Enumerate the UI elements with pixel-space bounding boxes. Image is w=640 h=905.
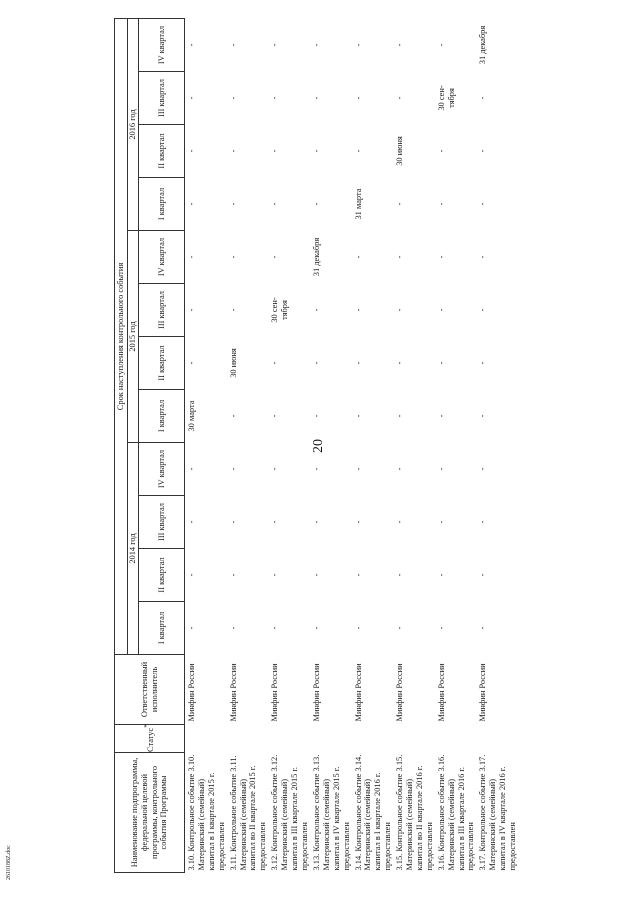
deadline-cell xyxy=(185,231,227,284)
deadline-cell xyxy=(393,337,435,390)
deadline-cell xyxy=(227,284,269,337)
deadline-value: - xyxy=(478,520,488,524)
deadline-value: - xyxy=(311,414,321,418)
deadline-cell xyxy=(310,231,352,284)
event-status xyxy=(435,725,477,753)
deadline-cell xyxy=(227,602,269,655)
event-responsible: Минфин России xyxy=(187,663,196,722)
deadline-value: - xyxy=(228,96,238,100)
deadline-cell xyxy=(185,549,227,602)
deadline-value: 31 марта xyxy=(353,188,363,220)
header-quarter: II квартал xyxy=(139,549,185,602)
header-quarter: I квартал xyxy=(139,602,185,655)
deadline-cell xyxy=(352,496,394,549)
deadline-cell xyxy=(393,72,435,125)
deadline-value: - xyxy=(311,361,321,365)
deadline-value: - xyxy=(395,96,405,100)
deadline-value: - xyxy=(395,414,405,418)
deadline-value: - xyxy=(270,96,280,100)
deadline-value: - xyxy=(353,467,363,471)
deadline-value: - xyxy=(228,308,238,312)
table-header xyxy=(115,19,185,873)
deadline-value: - xyxy=(270,149,280,153)
header-quarter: III квартал xyxy=(139,72,185,125)
deadline-value: - xyxy=(478,573,488,577)
deadline-cell xyxy=(227,549,269,602)
event-responsible: Минфин России xyxy=(395,663,405,722)
deadline-value: - xyxy=(311,149,321,153)
deadline-cell xyxy=(352,19,394,72)
deadline-cell xyxy=(352,284,394,337)
deadline-value: - xyxy=(311,520,321,524)
deadline-value: - xyxy=(353,361,363,365)
header-status xyxy=(115,725,185,753)
deadline-cell xyxy=(227,496,269,549)
deadline-cell xyxy=(352,602,394,655)
deadline-value: - xyxy=(270,626,280,630)
deadline-cell xyxy=(185,72,227,125)
deadline-value: - xyxy=(187,520,196,524)
deadline-cell xyxy=(268,443,310,496)
deadline-value: - xyxy=(187,255,196,259)
deadline-cell xyxy=(227,19,269,72)
deadline-cell xyxy=(476,496,518,549)
event-name: 3.10. Контрольное событие 3.10. Материнский (семейный) капитал в I квартале 2015 г. предоставлен xyxy=(187,754,226,871)
deadline-cell xyxy=(435,602,477,655)
deadline-value: - xyxy=(478,202,488,206)
deadline-value: - xyxy=(353,43,363,47)
deadline-value: - xyxy=(395,520,405,524)
deadline-cell xyxy=(393,231,435,284)
deadline-value: - xyxy=(353,626,363,630)
deadline-value: - xyxy=(395,626,405,630)
table-row xyxy=(227,19,269,873)
deadline-cell xyxy=(227,337,269,390)
deadline-cell xyxy=(185,602,227,655)
deadline-value: - xyxy=(436,626,446,630)
deadline-value: 31 декабря xyxy=(478,25,488,65)
deadline-value: - xyxy=(187,43,196,47)
deadline-value: - xyxy=(187,467,196,471)
deadline-cell xyxy=(185,19,227,72)
deadline-cell xyxy=(310,337,352,390)
deadline-cell xyxy=(435,390,477,443)
table-row xyxy=(435,19,477,873)
deadline-value: - xyxy=(270,361,280,365)
deadline-cell xyxy=(476,337,518,390)
deadline-value: - xyxy=(228,255,238,259)
deadline-cell xyxy=(435,178,477,231)
deadline-cell xyxy=(185,390,227,443)
deadline-value: - xyxy=(395,467,405,471)
deadline-value: - xyxy=(478,467,488,471)
deadline-cell xyxy=(185,443,227,496)
deadline-value: 30 июня xyxy=(395,136,405,166)
deadline-value: - xyxy=(228,414,238,418)
deadline-cell xyxy=(268,72,310,125)
deadline-value: - xyxy=(353,520,363,524)
header-quarter: I квартал xyxy=(139,178,185,231)
deadline-value: - xyxy=(353,255,363,259)
deadline-cell xyxy=(476,125,518,178)
deadline-cell xyxy=(310,125,352,178)
deadline-value: - xyxy=(270,43,280,47)
header-quarter: III квартал xyxy=(139,284,185,337)
event-status xyxy=(310,725,352,753)
header-year-2014: 2014 год xyxy=(128,443,139,655)
deadline-cell xyxy=(435,125,477,178)
header-quarter: III квартал xyxy=(139,496,185,549)
deadline-value: - xyxy=(187,96,196,100)
deadline-cell xyxy=(310,178,352,231)
deadline-value: - xyxy=(395,43,405,47)
deadline-value: - xyxy=(436,573,446,577)
event-status xyxy=(393,725,435,753)
deadline-value: - xyxy=(311,202,321,206)
deadline-cell xyxy=(476,231,518,284)
deadline-value: - xyxy=(270,573,280,577)
header-quarter: IV квартал xyxy=(139,19,185,72)
deadline-value: - xyxy=(311,467,321,471)
event-status xyxy=(476,725,518,753)
deadline-value: - xyxy=(436,202,446,206)
deadline-value: - xyxy=(395,573,405,577)
header-quarter: II квартал xyxy=(139,337,185,390)
footer-file-code: 2610188Z.doc xyxy=(6,845,12,880)
deadline-value: - xyxy=(395,361,405,365)
deadline-value: - xyxy=(436,255,446,259)
deadline-cell xyxy=(476,390,518,443)
header-quarter: IV квартал xyxy=(139,443,185,496)
header-quarter: II квартал xyxy=(139,125,185,178)
deadline-cell xyxy=(310,549,352,602)
deadline-value: - xyxy=(436,361,446,365)
deadline-cell xyxy=(352,549,394,602)
deadline-value: - xyxy=(436,467,446,471)
deadline-cell xyxy=(227,443,269,496)
event-responsible: Минфин России xyxy=(436,663,446,722)
deadline-cell xyxy=(435,284,477,337)
table-row xyxy=(185,19,227,873)
deadline-value: 30 июня xyxy=(228,348,238,378)
event-name: 3.12. Контрольное событие 3.12. Материнский (семейный) капитал в III квартале 2015 г. предоставлен xyxy=(270,754,309,871)
event-name: 3.16. Контрольное событие 3.16. Материнский (семейный) капитал в III квартале 2016 г. предоставлен xyxy=(436,754,476,871)
deadline-value: - xyxy=(353,149,363,153)
deadline-value: - xyxy=(478,414,488,418)
header-responsible: Ответственный исполнитель xyxy=(115,655,185,725)
deadline-value: - xyxy=(311,626,321,630)
deadline-value: - xyxy=(478,361,488,365)
event-responsible: Минфин России xyxy=(353,663,363,722)
header-deadline: Срок наступления контрольного события xyxy=(115,19,128,655)
deadline-cell xyxy=(227,390,269,443)
event-name: 3.15. Контрольное событие 3.15. Материнский (семейный) капитал во II квартале 2016 г. предоставлен xyxy=(395,754,434,871)
event-responsible: Минфин России xyxy=(228,663,238,722)
deadline-cell xyxy=(476,549,518,602)
event-status xyxy=(185,725,227,753)
deadline-value: - xyxy=(228,149,238,153)
table-row xyxy=(393,19,435,873)
deadline-cell xyxy=(268,125,310,178)
deadline-value: - xyxy=(353,96,363,100)
deadline-cell xyxy=(227,231,269,284)
deadline-cell xyxy=(268,549,310,602)
deadline-cell xyxy=(393,125,435,178)
deadline-value: 30 сен- тября xyxy=(436,85,456,111)
deadline-cell xyxy=(435,496,477,549)
deadline-cell xyxy=(393,19,435,72)
deadline-value: - xyxy=(478,96,488,100)
deadline-cell xyxy=(476,443,518,496)
header-quarter: I квартал xyxy=(139,390,185,443)
deadline-value: - xyxy=(187,361,196,365)
event-status xyxy=(352,725,394,753)
deadline-value: - xyxy=(228,626,238,630)
deadline-value: - xyxy=(478,626,488,630)
deadline-cell xyxy=(268,602,310,655)
deadline-cell xyxy=(227,72,269,125)
deadline-value: - xyxy=(353,414,363,418)
deadline-value: - xyxy=(228,467,238,471)
deadline-cell xyxy=(476,602,518,655)
deadline-cell xyxy=(352,125,394,178)
deadline-cell xyxy=(476,284,518,337)
deadline-value: - xyxy=(270,202,280,206)
control-events-table xyxy=(114,18,518,873)
deadline-value: - xyxy=(187,202,196,206)
deadline-value: - xyxy=(478,308,488,312)
deadline-value: - xyxy=(436,308,446,312)
deadline-value: - xyxy=(478,149,488,153)
deadline-cell xyxy=(476,72,518,125)
deadline-value: - xyxy=(436,520,446,524)
rotated-table-container xyxy=(114,18,518,873)
table-row xyxy=(268,19,310,873)
deadline-value: - xyxy=(270,520,280,524)
deadline-cell xyxy=(352,231,394,284)
deadline-cell xyxy=(393,496,435,549)
deadline-cell xyxy=(185,337,227,390)
deadline-cell xyxy=(310,72,352,125)
deadline-cell xyxy=(185,496,227,549)
deadline-cell xyxy=(268,19,310,72)
deadline-cell xyxy=(352,178,394,231)
deadline-cell xyxy=(352,443,394,496)
event-responsible: Минфин России xyxy=(270,663,280,722)
deadline-cell xyxy=(268,390,310,443)
event-responsible: Минфин России xyxy=(311,663,321,722)
header-year-2015: 2015 год xyxy=(128,231,139,443)
deadline-cell xyxy=(393,549,435,602)
deadline-value: - xyxy=(311,96,321,100)
deadline-cell xyxy=(310,496,352,549)
deadline-cell xyxy=(227,178,269,231)
deadline-cell xyxy=(476,19,518,72)
deadline-cell xyxy=(227,125,269,178)
deadline-value: - xyxy=(395,202,405,206)
deadline-value: - xyxy=(436,149,446,153)
deadline-cell xyxy=(268,496,310,549)
table-row xyxy=(352,19,394,873)
event-status xyxy=(268,725,310,753)
deadline-value: - xyxy=(395,255,405,259)
header-status-mark: * xyxy=(143,724,152,728)
event-name: 3.17. Контрольное событие 3.17. Материнский (семейный) капитал в IV квартале 2016 г. предоставлен xyxy=(478,754,518,871)
deadline-cell xyxy=(435,549,477,602)
deadline-value: - xyxy=(478,255,488,259)
deadline-cell xyxy=(352,337,394,390)
deadline-cell xyxy=(310,390,352,443)
deadline-cell xyxy=(268,231,310,284)
deadline-cell xyxy=(476,178,518,231)
deadline-value: - xyxy=(395,308,405,312)
deadline-value: - xyxy=(436,414,446,418)
deadline-cell xyxy=(310,19,352,72)
deadline-cell xyxy=(185,284,227,337)
deadline-cell xyxy=(435,72,477,125)
deadline-value: - xyxy=(270,467,280,471)
deadline-value: - xyxy=(311,43,321,47)
deadline-value: 31 декабря xyxy=(311,237,321,277)
header-name: Наименование подпрограммы, федеральной целевой программы, контрольного события Программы xyxy=(115,753,185,873)
deadline-value: - xyxy=(228,520,238,524)
deadline-value: - xyxy=(187,308,196,312)
event-status xyxy=(227,725,269,753)
deadline-value: - xyxy=(228,573,238,577)
deadline-value: - xyxy=(187,149,196,153)
event-name: 3.13. Контрольное событие 3.13. Материнский (семейный) капитал в IV квартале 2015 г. предоставлен xyxy=(311,754,351,871)
deadline-cell xyxy=(352,390,394,443)
deadline-value: - xyxy=(228,202,238,206)
deadline-cell xyxy=(352,72,394,125)
header-status-label: Статус xyxy=(145,727,155,752)
deadline-value: - xyxy=(436,43,446,47)
page-number: 20 xyxy=(311,439,326,453)
deadline-cell xyxy=(268,178,310,231)
table-body xyxy=(185,19,519,873)
deadline-value: - xyxy=(270,414,280,418)
deadline-value: - xyxy=(311,573,321,577)
deadline-cell xyxy=(393,443,435,496)
deadline-value: - xyxy=(187,573,196,577)
deadline-value: 30 марта xyxy=(187,400,196,432)
deadline-cell xyxy=(435,337,477,390)
deadline-value: - xyxy=(353,308,363,312)
deadline-value: 30 сен- тября xyxy=(270,297,290,323)
deadline-value: - xyxy=(270,255,280,259)
deadline-cell xyxy=(268,337,310,390)
deadline-cell xyxy=(393,284,435,337)
event-name: 3.14. Контрольное событие 3.14. Материнский (семейный) капитал в I квартале 2016 г. предоставлен xyxy=(353,754,393,871)
deadline-value: - xyxy=(311,308,321,312)
deadline-cell xyxy=(310,602,352,655)
deadline-cell xyxy=(310,443,352,496)
deadline-cell xyxy=(393,178,435,231)
deadline-cell xyxy=(393,602,435,655)
event-name: 3.11. Контрольное событие 3.11. Материнский (семейный) капитал во II квартале 2015 г. предоставлен xyxy=(228,755,268,871)
deadline-cell xyxy=(268,284,310,337)
table-row xyxy=(310,19,352,873)
deadline-cell xyxy=(185,125,227,178)
deadline-cell xyxy=(435,19,477,72)
deadline-value: - xyxy=(228,43,238,47)
deadline-cell xyxy=(185,178,227,231)
deadline-cell xyxy=(310,284,352,337)
deadline-value: - xyxy=(353,573,363,577)
header-quarter: IV квартал xyxy=(139,231,185,284)
deadline-cell xyxy=(393,390,435,443)
event-responsible: Минфин России xyxy=(478,663,488,722)
header-year-2016: 2016 год xyxy=(128,19,139,231)
deadline-value: - xyxy=(187,626,196,630)
table-row xyxy=(476,19,518,873)
deadline-cell xyxy=(435,443,477,496)
deadline-cell xyxy=(435,231,477,284)
